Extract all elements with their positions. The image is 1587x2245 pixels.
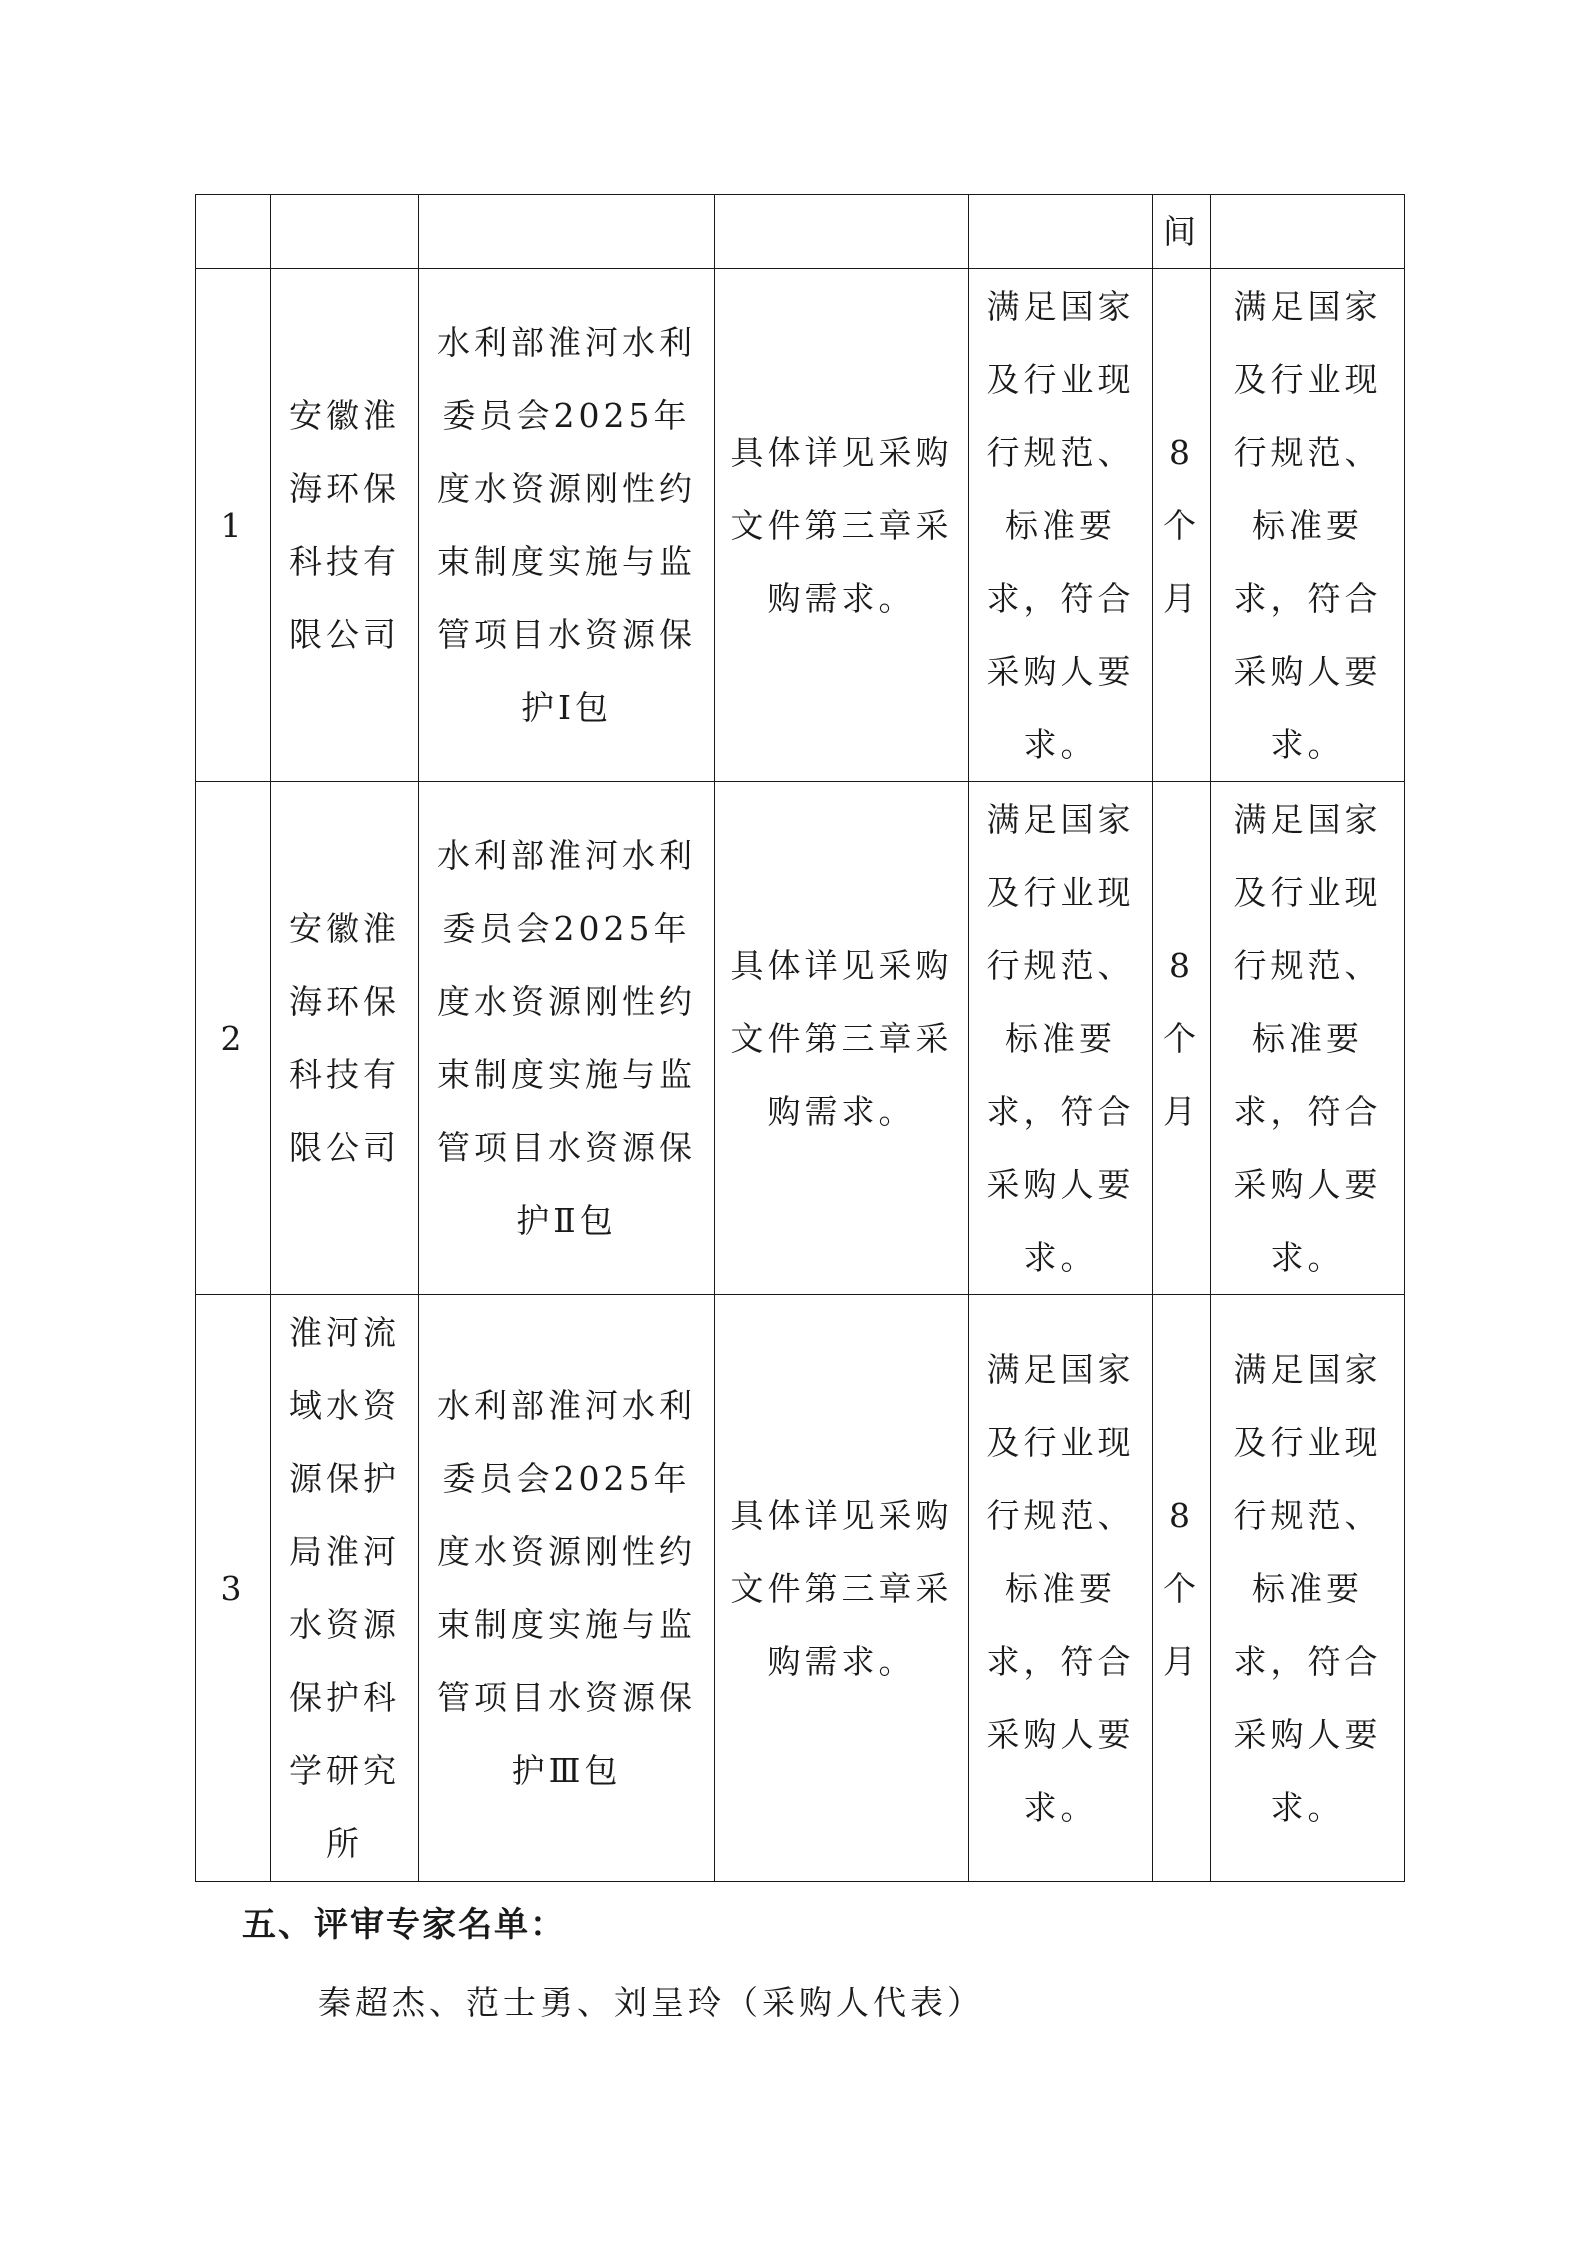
project-name: 水利部淮河水利委员会2025年度水资源刚性约束制度实施与监管项目水资源保护Ⅱ包 [437,836,696,1240]
award-results-table [195,194,1405,1882]
supplier-cell [271,782,419,1295]
service-standard: 满足国家及行业现行规范、标准要求，符合采购人要求。 [1233,799,1382,1277]
service-standard: 满足国家及行业现行规范、标准要求，符合采购人要求。 [1233,1349,1382,1827]
project-cell [419,782,715,1295]
scope-cell [715,782,969,1295]
header-cell-empty [715,195,969,269]
quality-requirement: 满足国家及行业现行规范、标准要求，符合采购人要求。 [986,799,1135,1277]
quality-requirement: 满足国家及行业现行规范、标准要求，符合采购人要求。 [986,1349,1135,1827]
period-cell [1153,269,1211,782]
period-cell [1153,1295,1211,1882]
row-number: 3 [220,1568,246,1608]
header-period-tail-text: 间 [1163,212,1200,251]
period-cell [1153,782,1211,1295]
project-name: 水利部淮河水利委员会2025年度水资源刚性约束制度实施与监管项目水资源保护Ⅲ包 [437,1386,696,1790]
standard-cell [1211,782,1405,1295]
supplier-name: 安徽淮海环保科技有限公司 [289,396,400,654]
quality-cell [969,782,1153,1295]
quality-cell [969,1295,1153,1882]
service-period: 8个月 [1163,945,1200,1131]
table-header-continuation-row [196,195,1405,269]
standard-cell [1211,1295,1405,1882]
service-standard: 满足国家及行业现行规范、标准要求，符合采购人要求。 [1233,286,1382,764]
supplier-cell [271,269,419,782]
row-number: 1 [220,505,246,545]
project-name: 水利部淮河水利委员会2025年度水资源刚性约束制度实施与监管项目水资源保护Ⅰ包 [437,323,696,727]
standard-cell [1211,269,1405,782]
service-period: 8个月 [1163,432,1200,618]
row-number-cell [196,269,271,782]
scope-cell [715,269,969,782]
service-scope: 具体详见采购文件第三章采购需求。 [730,1495,953,1681]
row-number: 2 [220,1018,246,1058]
table-row [196,782,1405,1295]
project-cell [419,269,715,782]
quality-requirement: 满足国家及行业现行规范、标准要求，符合采购人要求。 [986,286,1135,764]
header-cell-empty [271,195,419,269]
row-number-cell [196,1295,271,1882]
header-cell-empty [969,195,1153,269]
service-scope: 具体详见采购文件第三章采购需求。 [730,432,953,618]
supplier-name: 安徽淮海环保科技有限公司 [289,909,400,1167]
header-cell-empty [419,195,715,269]
table-row [196,1295,1405,1882]
header-cell-period-tail [1153,195,1211,269]
table-row [196,269,1405,782]
header-cell-empty [196,195,271,269]
service-scope: 具体详见采购文件第三章采购需求。 [730,945,953,1131]
project-cell [419,1295,715,1882]
supplier-cell [271,1295,419,1882]
section-heading-expert-list: 五、评审专家名单： [242,1905,566,1945]
quality-cell [969,269,1153,782]
scope-cell [715,1295,969,1882]
service-period: 8个月 [1163,1495,1200,1681]
header-cell-empty [1211,195,1405,269]
supplier-name: 淮河流域水资源保护局淮河水资源保护科学研究所 [289,1313,400,1863]
expert-names: 秦超杰、范士勇、刘呈玲（采购人代表） [318,1983,984,2022]
row-number-cell [196,782,271,1295]
